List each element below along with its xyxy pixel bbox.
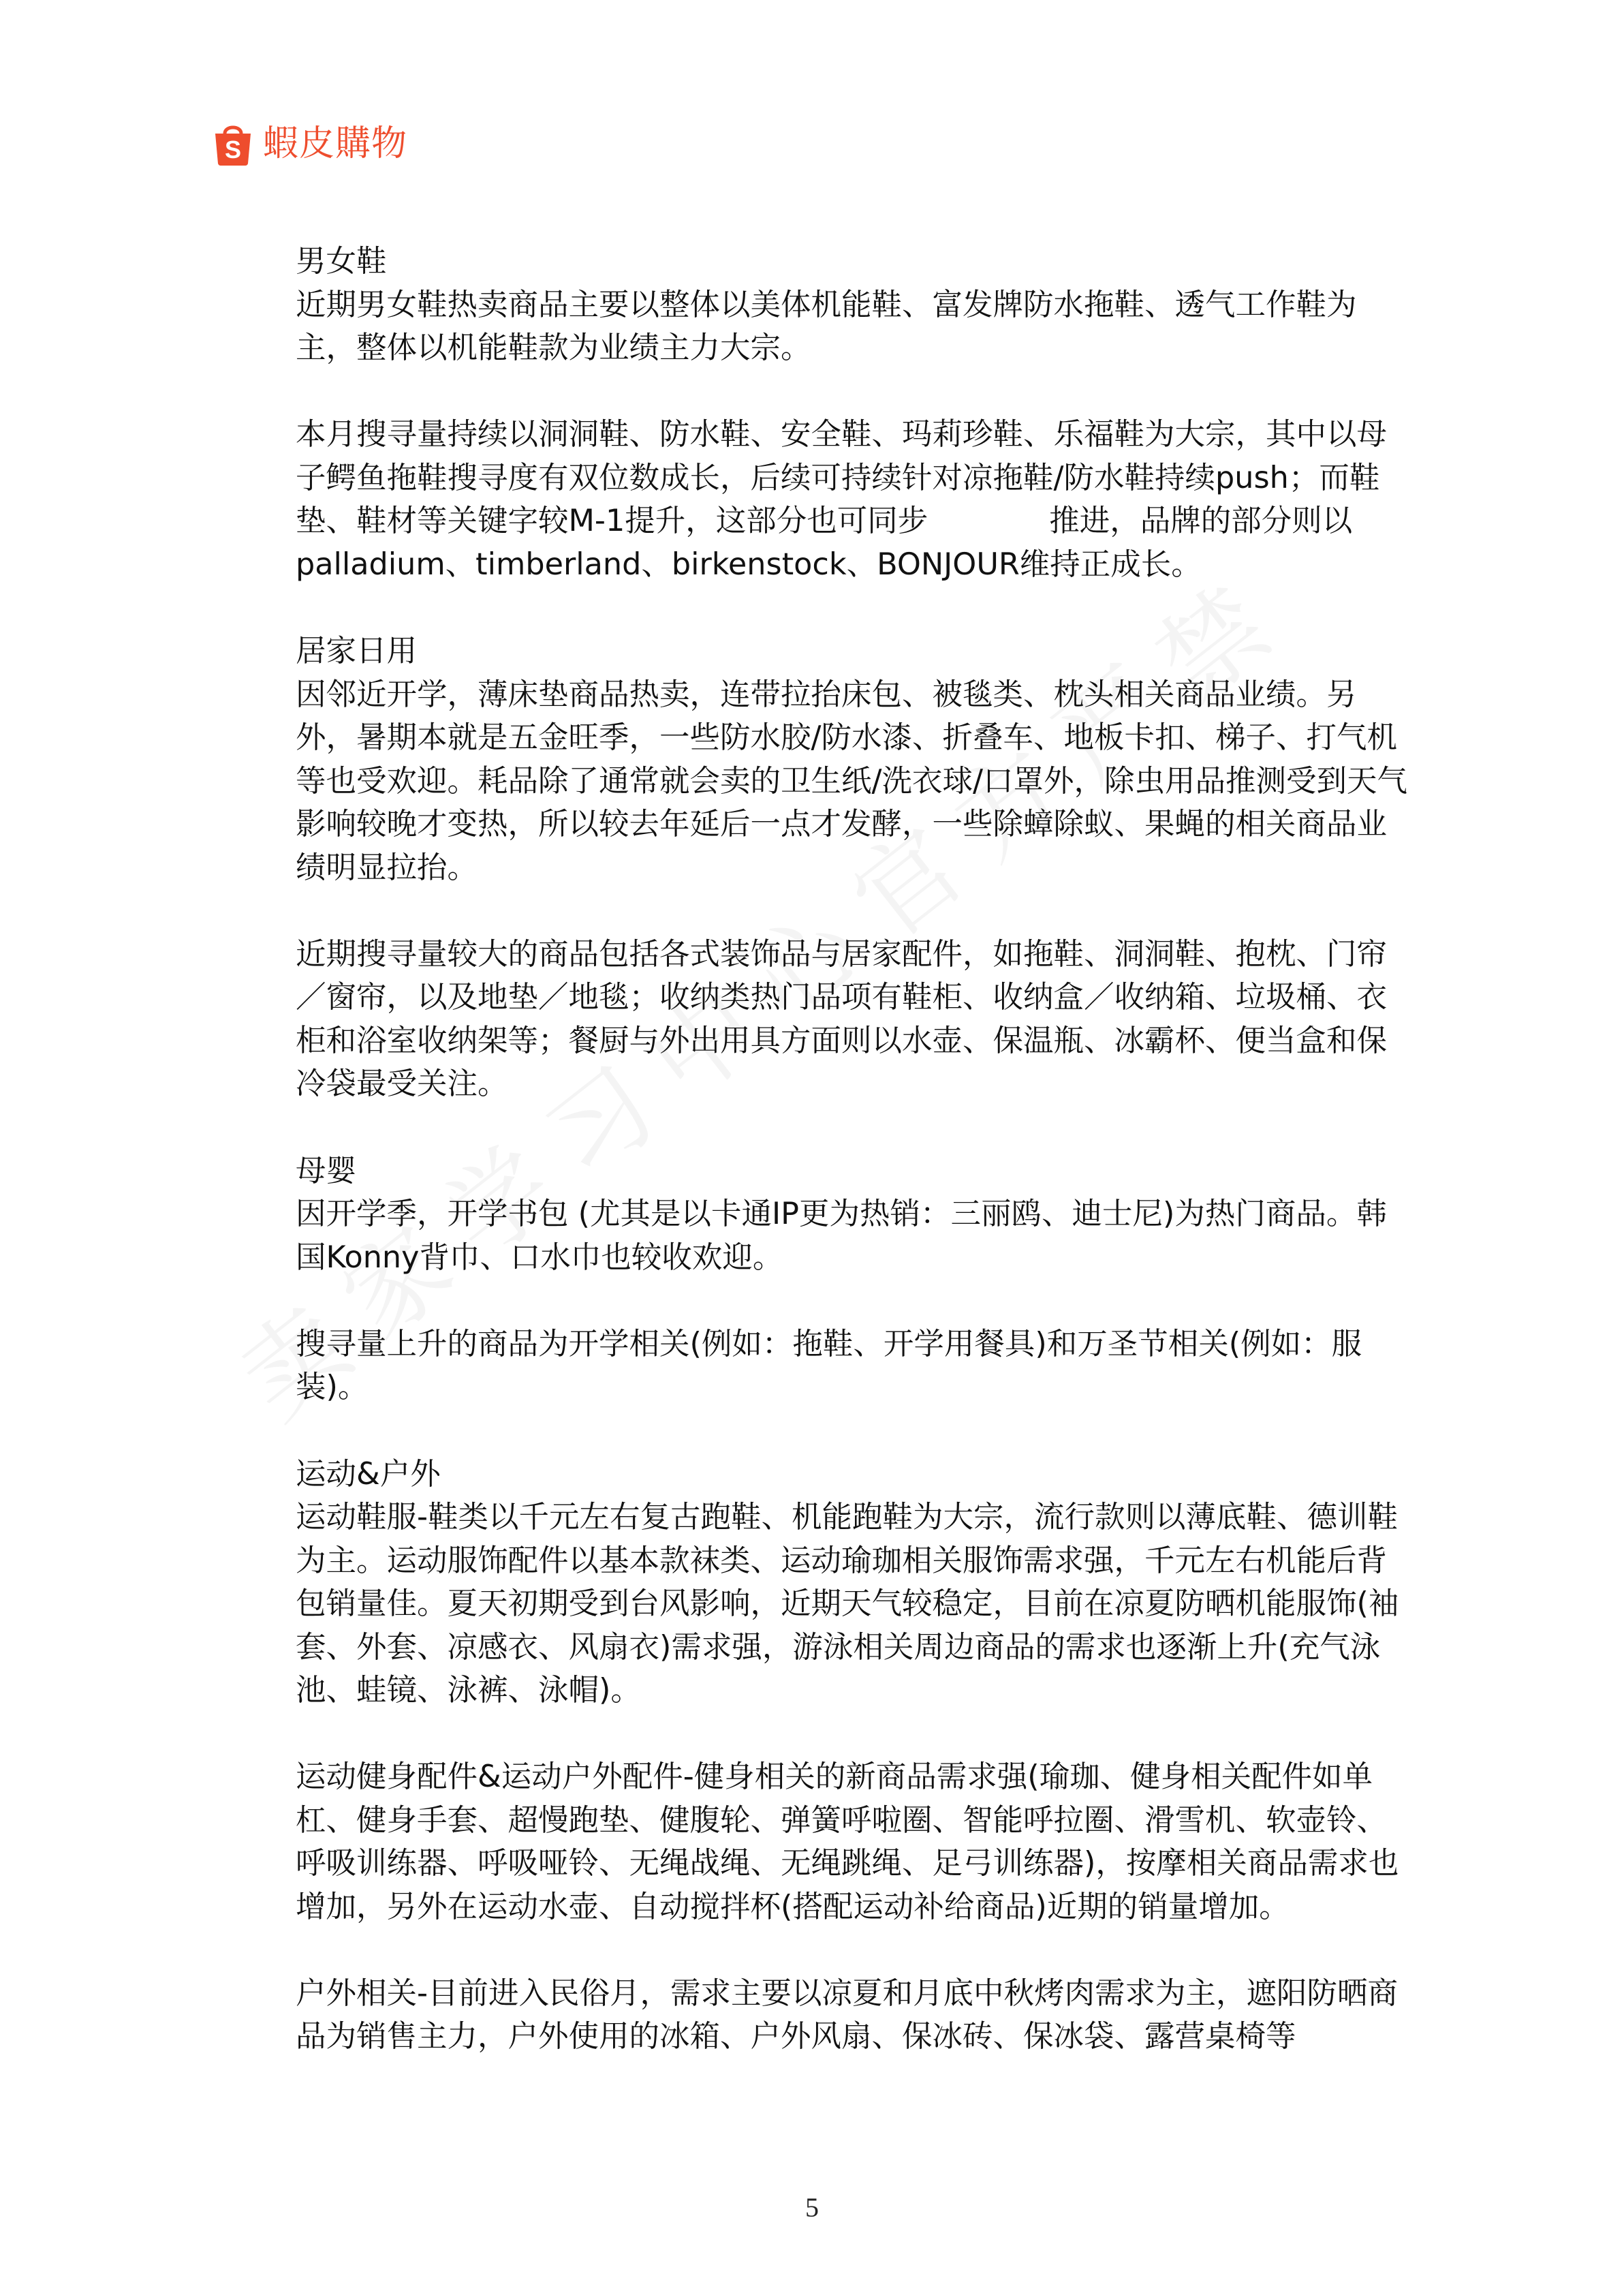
paragraph: 户外相关-目前进入民俗月，需求主要以凉夏和月底中秋烤肉需求为主，遮阳防晒商品为销售主力，户外使用的冰箱、户外风扇、保冰砖、保冰袋、露营桌椅等 bbox=[296, 1975, 1399, 2054]
paragraph: 运动健身配件&运动户外配件-健身相关的新商品需求强(瑜珈、健身相关配件如单杠、健身手套、超慢跑垫、健腹轮、弹簧呼啦圈、智能呼拉圈、滑雪机、软壶铃、呼吸训练器、呼吸哑铃、无绳战绳、无绳跳绳、足弓训练器)，按摩相关商品需求也增加，另外在运动水壶、自动搅拌杯(搭配运动补给商品)近期的销量增加。 bbox=[296, 1759, 1399, 1924]
paragraph: 本月搜寻量持续以洞洞鞋、防水鞋、安全鞋、玛莉珍鞋、乐福鞋为大宗，其中以母子鳄鱼拖鞋搜寻度有双位数成长，后续可持续针对凉拖鞋/防水鞋持续push；而鞋垫、鞋材等关键字较M-1提升，这部分也可同步 推进，品牌的部分则以palladium、timberland、birkenstock、BONJOUR维持正成长。 bbox=[296, 417, 1388, 582]
section-sports bbox=[296, 1453, 1413, 2059]
section-heading: 运动&户外 bbox=[296, 1456, 441, 1492]
section-heading: 居家日用 bbox=[296, 634, 418, 668]
paragraph: 因开学季，开学书包 (尤其是以卡通IP更为热销：三丽鸥、迪士尼)为热门商品。韩国Konny背巾、口水巾也较收欢迎。 bbox=[296, 1197, 1387, 1275]
section-heading: 男女鞋 bbox=[296, 244, 387, 279]
shopee-logo bbox=[213, 121, 407, 166]
section-heading: 母婴 bbox=[296, 1153, 357, 1188]
paragraph: 近期男女鞋热卖商品主要以整体以美体机能鞋、富发牌防水拖鞋、透气工作鞋为主，整体以机能鞋款为业绩主力大宗。 bbox=[296, 287, 1357, 365]
paragraph: 搜寻量上升的商品为开学相关(例如：拖鞋、开学用餐具)和万圣节相关(例如：服装)。 bbox=[296, 1326, 1362, 1404]
page-number: 5 bbox=[805, 2192, 819, 2223]
document-body bbox=[296, 240, 1413, 2102]
section-baby bbox=[296, 1150, 1413, 1409]
shopee-bag-icon bbox=[213, 121, 253, 166]
paragraph: 运动鞋服-鞋类以千元左右复古跑鞋、机能跑鞋为大宗，流行款则以薄底鞋、德训鞋为主。运动服饰配件以基本款袜类、运动瑜珈相关服饰需求强，千元左右机能后背包销量佳。夏天初期受到台风影响，近期天气较稳定，目前在凉夏防晒机能服饰(袖套、外套、凉感衣、风扇衣)需求强，游泳相关周边商品的需求也逐渐上升(充气泳池、蛙镜、泳裤、泳帽)。 bbox=[296, 1500, 1399, 1708]
section-home bbox=[296, 630, 1413, 1106]
svg-text:S: S bbox=[224, 136, 242, 164]
paragraph: 因邻近开学，薄床垫商品热卖，连带拉抬床包、被毯类、枕头相关商品业绩。另外，暑期本就是五金旺季，一些防水胶/防水漆、折叠车、地板卡扣、梯子、打气机等也受欢迎。耗品除了通常就会卖的卫生纸/洗衣球/口罩外，除虫用品推测受到天气影响较晚才变热，所以较去年延后一点才发酵，一些除蟑除蚁、果蝇的相关商品业绩明显拉抬。 bbox=[296, 677, 1407, 885]
section-shoes bbox=[296, 240, 1413, 586]
paragraph: 近期搜寻量较大的商品包括各式装饰品与居家配件，如拖鞋、洞洞鞋、抱枕、门帘／窗帘，以及地垫／地毯；收纳类热门品项有鞋柜、收纳盒／收纳箱、垃圾桶、衣柜和浴室收纳架等；餐厨与外出用具方面则以水壶、保温瓶、冰霸杯、便当盒和保冷袋最受关注。 bbox=[296, 936, 1388, 1101]
logo-text: 蝦皮購物 bbox=[263, 123, 408, 164]
